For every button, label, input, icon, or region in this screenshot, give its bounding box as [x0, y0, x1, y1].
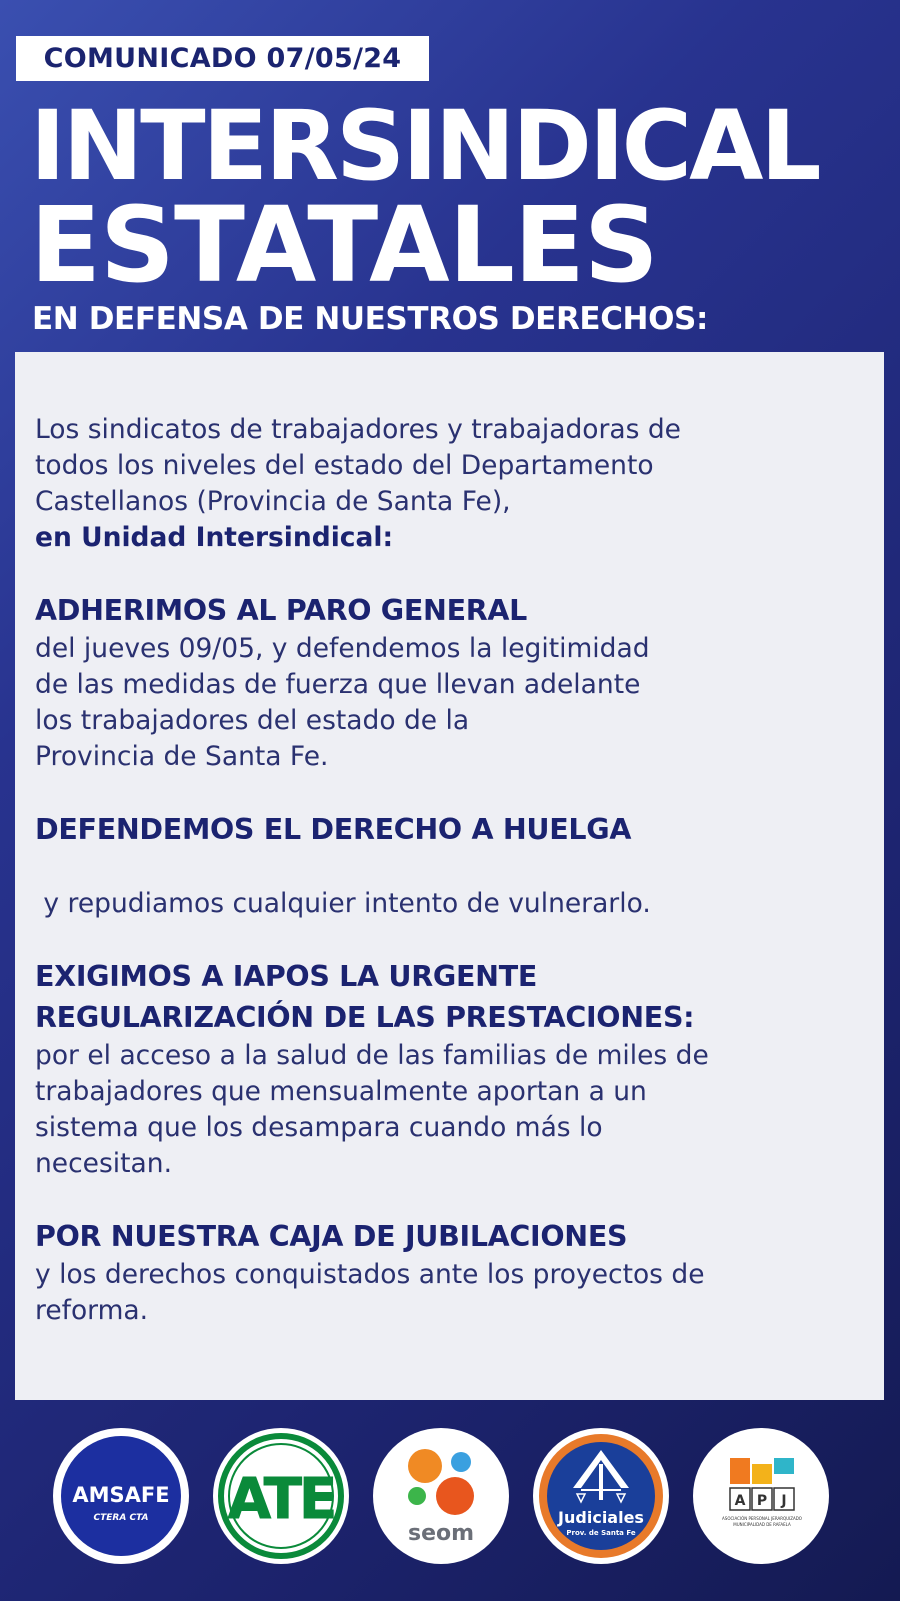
section-title: POR NUESTRA CAJA DE JUBILACIONES	[35, 1220, 628, 1253]
title-line-1: INTERSINDICAL	[30, 90, 819, 202]
apj-logo	[693, 1428, 829, 1564]
amsafe-name: AMSAFE	[72, 1483, 170, 1507]
title-line-2: ESTATALES	[30, 184, 658, 306]
section-title: EXIGIMOS A IAPOS LA URGENTE	[35, 960, 538, 993]
section-line: y los derechos conquistados ante los proyectos de	[35, 1259, 705, 1290]
ate-logo	[213, 1428, 349, 1564]
section-body	[35, 1038, 864, 1182]
intro-line: Los sindicatos de trabajadores y trabajadoras de	[35, 414, 681, 445]
section-body	[35, 1257, 864, 1329]
section-line: de las medidas de fuerza que llevan adelante	[35, 669, 641, 700]
intro-paragraph	[35, 412, 864, 556]
subtitle: EN DEFENSA DE NUESTROS DERECHOS:	[32, 301, 708, 337]
section-line: los trabajadores del estado de la	[35, 705, 470, 736]
section-body	[35, 850, 864, 922]
section-title: ADHERIMOS AL PARO GENERAL	[35, 594, 528, 627]
statement-card	[15, 352, 884, 1400]
ate-name: ATE	[227, 1467, 335, 1532]
judiciales-name: Judiciales	[558, 1508, 644, 1527]
section-iapos	[35, 956, 864, 1182]
amsafe-sub: CTERA CTA	[93, 1513, 149, 1523]
section-jubilaciones	[35, 1216, 864, 1329]
section-derecho-huelga	[35, 809, 864, 922]
section-line: por el acceso a la salud de las familias de miles de	[35, 1040, 709, 1071]
apj-caption-line: ASOCIACIÓN PERSONAL JERARQUIZADO	[722, 1516, 802, 1521]
section-line: sistema que los desampara cuando más lo	[35, 1112, 603, 1143]
section-line: Provincia de Santa Fe.	[35, 741, 329, 772]
section-title: DEFENDEMOS EL DERECHO A HUELGA	[35, 813, 632, 846]
section-line: necesitan.	[35, 1148, 172, 1179]
intro-line: todos los niveles del estado del Departamento	[35, 450, 654, 481]
seom-logo	[373, 1428, 509, 1564]
intro-line: Castellanos (Provincia de Santa Fe),	[35, 486, 511, 517]
judiciales-sub: Prov. de Santa Fe	[566, 1529, 636, 1537]
amsafe-logo	[53, 1428, 189, 1564]
apj-letter-p: P	[756, 1493, 768, 1509]
apj-letter-a: A	[734, 1493, 746, 1509]
section-line: y repudiamos cualquier intento de vulnerarlo.	[35, 888, 651, 919]
section-paro-general	[35, 590, 864, 775]
judiciales-logo	[533, 1428, 669, 1564]
intro-strong: en Unidad Intersindical:	[35, 522, 394, 553]
apj-letter-j: J	[781, 1493, 787, 1509]
section-line: trabajadores que mensualmente aportan a un	[35, 1076, 647, 1107]
union-logos-row	[0, 1416, 900, 1566]
section-line: del jueves 09/05, y defendemos la legitimidad	[35, 633, 650, 664]
comunicado-date-tag: COMUNICADO 07/05/24	[16, 36, 429, 81]
section-body	[35, 631, 864, 775]
apj-caption-line: MUNICIPALIDAD DE RAFAELA	[733, 1522, 791, 1527]
section-line: reforma.	[35, 1295, 149, 1326]
seom-name: seom	[407, 1521, 475, 1546]
section-title: REGULARIZACIÓN DE LAS PRESTACIONES:	[35, 1001, 695, 1034]
